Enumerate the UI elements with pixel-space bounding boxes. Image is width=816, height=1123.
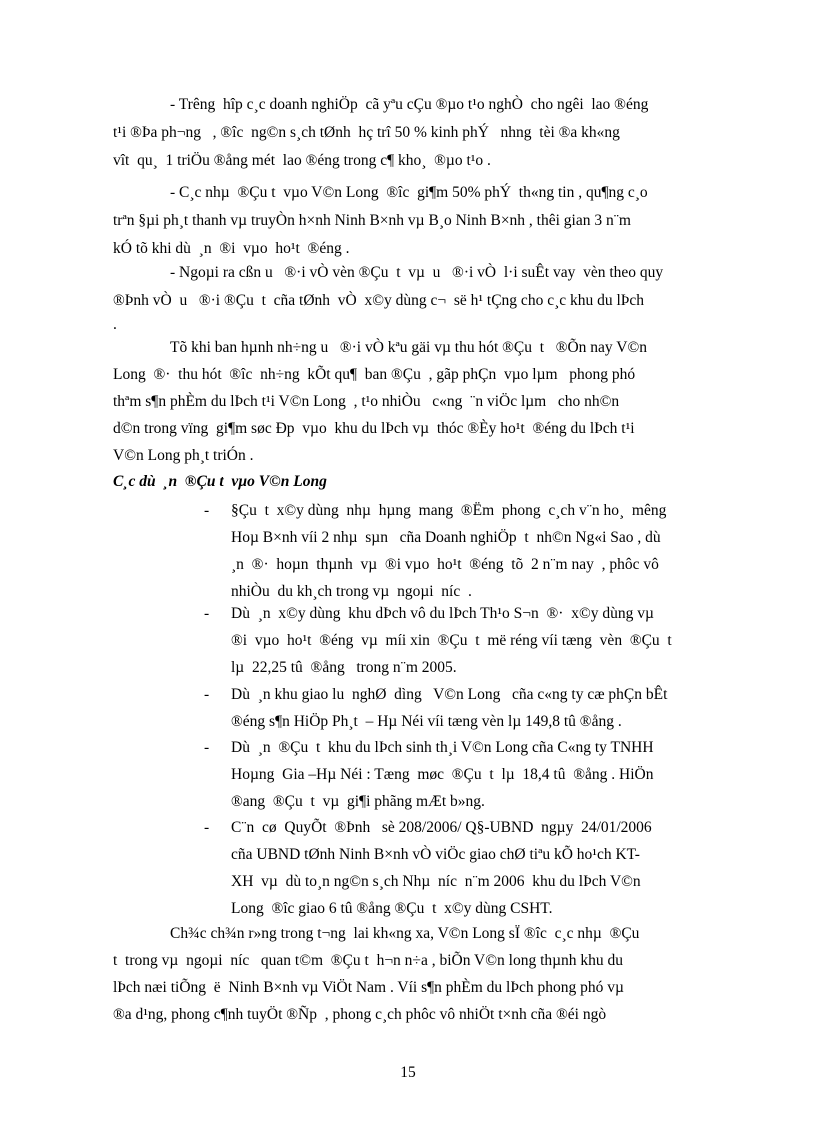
bullet-marker: -: [204, 739, 210, 756]
text-line: lÞch næi tiÕng ë Ninh B×nh vµ ViÖt Nam . Víi s¶n phÈm du lÞch phong phó vµ: [113, 979, 624, 996]
text-line: ¸n ®· hoµn thµnh vµ ®i vµo ho¹t ®éng tõ 2 n¨m nay , phôc vô: [231, 556, 659, 573]
text-line: ®a d¹ng, phong c¶nh tuyÖt ®Ñp , phong c¸ch phôc vô nhiÖt t×nh cña ®éi ngò: [113, 1006, 607, 1023]
text-line: Dù ¸n khu giao lu nghØ dìng V©n Long cña c«ng ty cæ phÇn bÊt: [231, 686, 668, 703]
text-line: Hoµ B×nh víi 2 nhµ sµn cña Doanh nghiÖp t nh©n Ng«i Sao , dù: [231, 529, 661, 546]
text-line: Long ®îc giao 6 tû ®ång ®Çu t x©y dùng CSHT.: [231, 900, 553, 917]
text-line: Long ®· thu hót ®îc nh÷ng kÕt qu¶ ban ®Çu , gãp phÇn vµo lµm phong phó: [113, 366, 636, 383]
text-line: - Ngoµi ra cßn u ®·i vÒ vèn ®Çu t vµ u ®·i vÒ l·i suÊt vay vèn theo quy: [170, 264, 664, 281]
text-line: trªn §µi ph¸t thanh vµ truyÒn h×nh Ninh B×nh vµ B¸o Ninh B×nh , thêi gian 3 n¨m: [113, 212, 631, 229]
text-line: .: [113, 316, 117, 333]
text-line: vît qu¸ 1 triÖu ®ång mét lao ®éng trong c¶ kho¸ ®µo t¹o .: [113, 152, 491, 169]
text-line: ®ang ®Çu t vµ gi¶i phãng mÆt b»ng.: [231, 793, 485, 810]
text-line: t¹i ®Þa ph¬ng , ®îc ng©n s¸ch tØnh hç trî 50 % kinh phÝ nhng tèi ®a kh«ng: [113, 124, 620, 141]
text-line: ®éng s¶n HiÖp Ph¸t – Hµ Néi víi tæng vèn lµ 149,8 tû ®ång .: [231, 713, 622, 730]
text-line: - C¸c nhµ ®Çu t vµo V©n Long ®îc gi¶m 50% phÝ th«ng tin , qu¶ng c¸o: [170, 184, 648, 201]
text-line: Tõ khi ban hµnh nh÷ng u ®·i vÒ kªu gäi vµ thu hót ®Çu t ®Õn nay V©n: [170, 339, 647, 356]
text-line: lµ 22,25 tû ®ång trong n¨m 2005.: [231, 659, 457, 676]
text-line: V©n Long ph¸t triÓn .: [113, 447, 254, 464]
page-number: 15: [400, 1064, 416, 1081]
text-line: Hoµng Gia –Hµ Néi : Tæng møc ®Çu t lµ 18,4 tû ®ång . HiÖn: [231, 766, 654, 783]
text-line: d©n trong vïng gi¶m søc Ðp vµo khu du lÞch vµ thóc ®Èy ho¹t ®éng du lÞch t¹i: [113, 420, 635, 437]
bullet-marker: -: [204, 819, 210, 836]
text-line: ®i vµo ho¹t ®éng vµ míi xin ®Çu t më réng víi tæng vèn ®Çu t: [231, 632, 672, 649]
bullet-marker: -: [204, 686, 210, 703]
text-line: XH vµ dù to¸n ng©n s¸ch Nhµ níc n¨m 2006 khu du lÞch V©n: [231, 873, 641, 890]
text-line: - Trêng hîp c¸c doanh nghiÖp cã yªu cÇu ®µo t¹o nghÒ cho ngêi lao ®éng: [170, 96, 649, 113]
text-line: Dù ¸n x©y dùng khu dÞch vô du lÞch Th¹o S¬n ®· x©y dùng vµ: [231, 605, 654, 622]
bullet-marker: -: [204, 502, 210, 519]
text-line: t trong vµ ngoµi níc quan t©m ®Çu t h¬n n÷a , biÕn V©n long thµnh khu du: [113, 952, 624, 969]
text-line: kÓ tõ khi dù ¸n ®i vµo ho¹t ®éng .: [113, 240, 350, 257]
text-line: §Çu t x©y dùng nhµ hµng mang ®Ëm phong c¸ch v¨n ho¸ mêng: [231, 502, 667, 519]
section-heading: C¸c dù ¸n ®Çu t vµo V©n Long: [113, 473, 327, 490]
text-line: cña UBND tØnh Ninh B×nh vÒ viÖc giao chØ tiªu kÕ ho¹ch KT-: [231, 846, 640, 863]
text-line: Dù ¸n ®Çu t khu du lÞch sinh th¸i V©n Long cña C«ng ty TNHH: [231, 739, 654, 756]
text-line: ®Þnh vÒ u ®·i ®Çu t cña tØnh vÒ x©y dùng c¬ së h¹ tÇng cho c¸c khu du lÞch: [113, 292, 645, 309]
text-line: thªm s¶n phÈm du lÞch t¹i V©n Long , t¹o nhiÒu c«ng ¨n viÖc lµm cho nh©n: [113, 393, 620, 410]
text-line: Ch¾c ch¾n r»ng trong t¬ng lai kh«ng xa, V©n Long sÏ ®îc c¸c nhµ ®Çu: [170, 925, 640, 942]
text-line: C¨n cø QuyÕt ®Þnh sè 208/2006/ Q§-UBND ngµy 24/01/2006: [231, 819, 652, 836]
text-line: nhiÒu du kh¸ch trong vµ ngoµi níc .: [231, 583, 472, 600]
bullet-marker: -: [204, 605, 210, 622]
